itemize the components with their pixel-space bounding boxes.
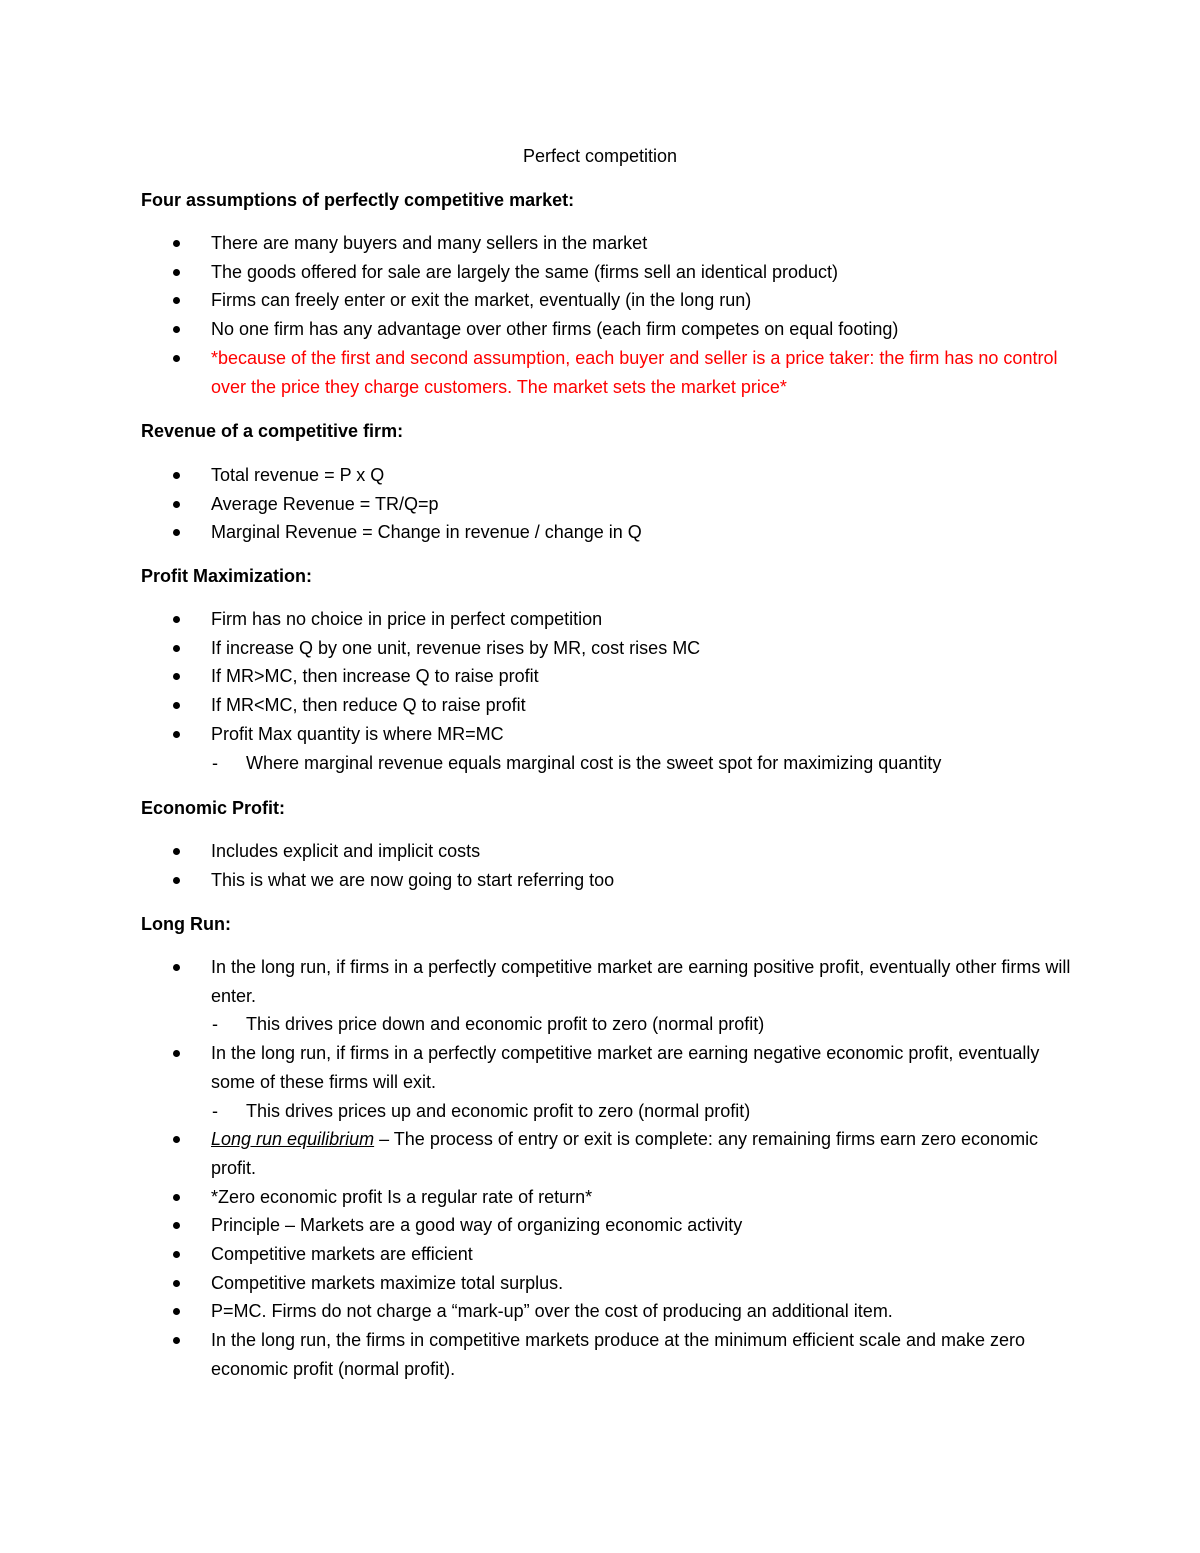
list-item: P=MC. Firms do not charge a “mark-up” over the cost of producing an additional item. bbox=[0, 1297, 1071, 1326]
dash-marker: - bbox=[212, 1014, 218, 1035]
bullet-icon bbox=[173, 240, 180, 247]
bullet-icon bbox=[173, 702, 180, 709]
bullet-icon bbox=[173, 472, 180, 479]
bullet-icon bbox=[173, 1050, 180, 1057]
economic-profit-heading: Economic Profit: bbox=[141, 798, 286, 818]
long-run-heading: Long Run: bbox=[141, 914, 231, 934]
list-item: *Zero economic profit Is a regular rate of return* bbox=[0, 1183, 1071, 1212]
assumptions-list bbox=[0, 229, 1071, 401]
list-item: Average Revenue = TR/Q=p bbox=[0, 490, 1071, 519]
list-item-highlight: *because of the first and second assumption, each buyer and seller is a price taker: the firm has no control over the price they charge customers. The market sets the market price* bbox=[0, 344, 1071, 401]
list-item: Includes explicit and implicit costs bbox=[0, 837, 1071, 866]
list-item: Marginal Revenue = Change in revenue / change in Q bbox=[0, 518, 1071, 547]
list-item: In the long run, if firms in a perfectly competitive market are earning positive profit, eventually other firms will enter. bbox=[0, 953, 1071, 1010]
list-item: Total revenue = P x Q bbox=[0, 461, 1071, 490]
bullet-icon bbox=[173, 1222, 180, 1229]
bullet-icon bbox=[173, 673, 180, 680]
bullet-icon bbox=[173, 529, 180, 536]
bullet-icon bbox=[173, 964, 180, 971]
revenue-heading: Revenue of a competitive firm: bbox=[141, 421, 404, 441]
dash-marker: - bbox=[212, 752, 218, 773]
bullet-icon bbox=[173, 848, 180, 855]
list-item: Principle – Markets are a good way of organizing economic activity bbox=[0, 1211, 1071, 1240]
list-item: If MR>MC, then increase Q to raise profit bbox=[0, 662, 1071, 691]
page-title: Perfect competition bbox=[522, 146, 678, 166]
sub-list-item: - This drives prices up and economic profit to zero (normal profit) bbox=[0, 1097, 1071, 1126]
profit-max-list bbox=[0, 605, 1071, 777]
revenue-list bbox=[0, 461, 1071, 547]
bullet-icon bbox=[173, 297, 180, 304]
economic-profit-list bbox=[0, 837, 1071, 894]
bullet-icon bbox=[173, 731, 180, 738]
bullet-icon bbox=[173, 1251, 180, 1258]
profit-max-heading: Profit Maximization: bbox=[141, 566, 313, 586]
list-item: Long run equilibrium – The process of entry or exit is complete: any remaining firms earn zero economic profit. bbox=[0, 1125, 1071, 1182]
list-item: This is what we are now going to start referring too bbox=[0, 866, 1071, 895]
bullet-icon bbox=[173, 269, 180, 276]
bullet-icon bbox=[173, 1136, 180, 1143]
bullet-icon bbox=[173, 355, 180, 362]
list-item: The goods offered for sale are largely the same (firms sell an identical product) bbox=[0, 258, 1071, 287]
dash-marker: - bbox=[212, 1100, 218, 1121]
bullet-icon bbox=[173, 877, 180, 884]
list-item: Competitive markets maximize total surplus. bbox=[0, 1269, 1071, 1298]
list-item: No one firm has any advantage over other firms (each firm competes on equal footing) bbox=[0, 315, 1071, 344]
list-item: Firm has no choice in price in perfect competition bbox=[0, 605, 1071, 634]
bullet-icon bbox=[173, 1337, 180, 1344]
bullet-icon bbox=[173, 616, 180, 623]
sub-list-item: - This drives price down and economic profit to zero (normal profit) bbox=[0, 1010, 1071, 1039]
bullet-icon bbox=[173, 1194, 180, 1201]
term-long-run-equilibrium: Long run equilibrium bbox=[211, 1129, 375, 1150]
list-item: In the long run, if firms in a perfectly competitive market are earning negative economic profit, eventually some of these firms will exit. bbox=[0, 1039, 1071, 1096]
list-item: Profit Max quantity is where MR=MC bbox=[0, 720, 1071, 749]
list-item: If MR<MC, then reduce Q to raise profit bbox=[0, 691, 1071, 720]
long-run-list bbox=[0, 953, 1071, 1384]
bullet-icon bbox=[173, 501, 180, 508]
list-item: There are many buyers and many sellers in the market bbox=[0, 229, 1071, 258]
list-item: Firms can freely enter or exit the market, eventually (in the long run) bbox=[0, 286, 1071, 315]
list-item: If increase Q by one unit, revenue rises by MR, cost rises MC bbox=[0, 634, 1071, 663]
bullet-icon bbox=[173, 1280, 180, 1287]
list-item: Competitive markets are efficient bbox=[0, 1240, 1071, 1269]
sub-list-item: - Where marginal revenue equals marginal cost is the sweet spot for maximizing quantity bbox=[0, 749, 1071, 778]
bullet-icon bbox=[173, 326, 180, 333]
assumptions-heading: Four assumptions of perfectly competitive market: bbox=[141, 190, 575, 210]
bullet-icon bbox=[173, 1308, 180, 1315]
list-item: In the long run, the firms in competitive markets produce at the minimum efficient scale and make zero economic profit (normal profit). bbox=[0, 1326, 1071, 1383]
bullet-icon bbox=[173, 645, 180, 652]
